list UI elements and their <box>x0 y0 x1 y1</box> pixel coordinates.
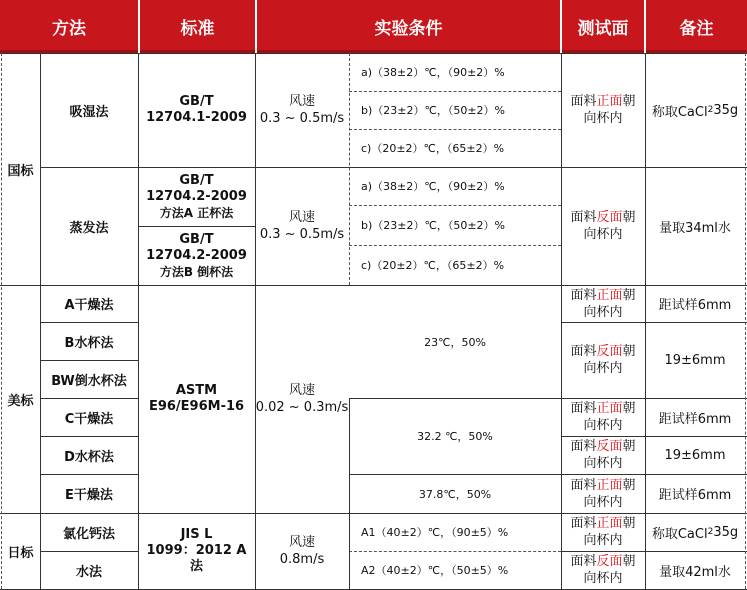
remark-subscript: 2 <box>707 527 714 537</box>
wind-value: 0.3 ~ 0.5m/s <box>259 227 345 242</box>
face-suffix: 朝 <box>622 401 636 416</box>
method-us-e: E干燥法 <box>65 488 113 503</box>
wind-speed-gb-moisture <box>255 53 349 167</box>
remark-gb-evap: 量取34ml水 <box>659 220 731 236</box>
test-face-line: 向杯内 <box>583 494 623 510</box>
remark-text: 称取CaCl <box>651 526 708 542</box>
standard-gb-evap-b <box>138 226 255 285</box>
standard-gb-moisture <box>138 53 255 167</box>
test-face-line <box>570 400 635 417</box>
test-face-line <box>570 343 635 360</box>
test-face-line: 向杯内 <box>583 111 623 126</box>
test-face-line: 向杯内 <box>583 571 623 586</box>
wind-value: 0.3 ~ 0.5m/s <box>259 111 345 126</box>
standard-line: GB/T <box>179 94 214 109</box>
test-face-front <box>561 474 645 513</box>
standard-line: E96/E96M-16 <box>148 399 245 414</box>
wind-value: 0.8m/s <box>279 552 325 567</box>
remark-text: 35g <box>713 102 739 118</box>
method-us-a: A干燥法 <box>64 298 114 313</box>
test-face-line <box>570 553 635 570</box>
condition-b: b)（23±2）℃，（50±2）% <box>361 104 506 117</box>
remark-text: 称取CaCl <box>651 104 708 120</box>
standard-line: 方法A 正杯法 <box>159 205 234 220</box>
wind-speed-jp <box>255 513 349 589</box>
condition-b: b)（23±2）℃，（50±2）% <box>361 219 506 232</box>
standard-line: 法 <box>189 559 203 574</box>
standard-line: 1099：2012 A <box>146 543 247 558</box>
wind-label: 风速 <box>288 210 315 225</box>
test-face-line: 向杯内 <box>583 227 623 242</box>
face-prefix: 面料 <box>570 287 597 303</box>
method-us-bw: BW倒水杯法 <box>51 373 127 389</box>
test-face-line: 向杯内 <box>583 361 623 376</box>
condition-jp-a1: A1（40±2）℃，（90±5）% <box>361 526 509 539</box>
test-face-line <box>570 438 635 455</box>
method-evaporation: 蒸发法 <box>69 220 109 236</box>
remark-us-5: 距试样6mm <box>658 488 732 503</box>
condition-a: a)（38±2）℃，（90±2）% <box>361 180 505 193</box>
face-front-highlight: 正面 <box>596 287 623 303</box>
header-method: 方法 <box>0 0 138 53</box>
face-prefix: 面料 <box>570 344 597 359</box>
test-face-line <box>570 93 635 110</box>
remark-us-1: 距试样6mm <box>658 298 732 313</box>
standard-line: 12704.2-2009 <box>146 188 247 204</box>
test-face-line: 向杯内 <box>583 418 623 433</box>
standard-line: 12704.2-2009 <box>146 247 247 263</box>
standard-line: ASTM <box>175 383 218 398</box>
face-front-highlight: 正面 <box>596 516 623 531</box>
method-us-b: B水杯法 <box>64 335 114 351</box>
test-face-line <box>570 209 635 226</box>
method-jp-water: 水法 <box>75 564 102 580</box>
remark-subscript: 2 <box>707 105 714 115</box>
face-suffix: 朝 <box>622 554 636 569</box>
test-face-line: 向杯内 <box>583 533 623 548</box>
region-gb: 国标 <box>7 163 34 179</box>
face-prefix: 面料 <box>570 554 597 569</box>
test-face-front <box>561 285 645 322</box>
test-face-back <box>561 167 645 285</box>
face-prefix: 面料 <box>570 94 597 109</box>
remark-jp-water: 量取42ml水 <box>659 564 731 580</box>
face-suffix: 朝 <box>622 210 636 225</box>
face-suffix: 朝 <box>622 516 636 531</box>
test-face-line: 向杯内 <box>583 456 623 471</box>
standard-line: JIS L <box>180 527 213 542</box>
face-suffix: 朝 <box>622 477 636 493</box>
face-suffix: 朝 <box>622 94 636 109</box>
method-moisture: 吸湿法 <box>69 104 109 120</box>
face-prefix: 面料 <box>570 210 597 225</box>
condition-c: c)（20±2）℃，（65±2）% <box>361 259 505 272</box>
wind-speed-us <box>255 285 349 513</box>
face-suffix: 朝 <box>622 344 636 359</box>
test-face-front <box>561 398 645 436</box>
remark-us-3: 距试样6mm <box>658 411 732 427</box>
test-face-line: 向杯内 <box>583 304 623 320</box>
remark-gb-moisture <box>645 53 745 167</box>
standard-line: 方法B 倒杯法 <box>159 264 234 279</box>
wind-label: 风速 <box>288 535 315 550</box>
test-face-line <box>570 287 635 304</box>
condition-us-2: 32.2 ℃，50% <box>417 430 493 443</box>
face-back-highlight: 反面 <box>596 210 623 225</box>
header-conditions: 实验条件 <box>257 0 560 53</box>
face-prefix: 面料 <box>570 516 597 531</box>
test-face-back <box>561 551 645 589</box>
test-face-back <box>561 436 645 474</box>
region-jp: 日标 <box>7 545 34 561</box>
remark-us-2: 19±6mm <box>664 352 726 368</box>
standard-line: GB/T <box>179 172 214 188</box>
remark-us-4: 19±6mm <box>664 447 726 463</box>
face-back-highlight: 反面 <box>596 344 623 359</box>
condition-jp-a2: A2（40±2）℃，（50±5）% <box>361 564 509 577</box>
standard-jis <box>138 513 255 589</box>
standard-gb-evap-a <box>138 167 255 226</box>
test-face-front <box>561 53 645 167</box>
face-suffix: 朝 <box>622 287 636 303</box>
method-jp-cacl: 氯化钙法 <box>62 526 115 542</box>
region-us: 美标 <box>7 393 34 409</box>
face-prefix: 面料 <box>570 477 597 493</box>
header-standard: 标准 <box>140 0 255 53</box>
test-face-front <box>561 513 645 551</box>
face-prefix: 面料 <box>570 401 597 416</box>
method-us-d: D水杯法 <box>64 449 114 465</box>
standard-line: 12704.1-2009 <box>146 110 247 125</box>
wind-speed-gb-evap <box>255 167 349 285</box>
face-front-highlight: 正面 <box>596 477 623 493</box>
face-back-highlight: 反面 <box>596 439 623 454</box>
remark-jp-cacl <box>645 513 745 551</box>
remark-text: 35g <box>713 524 739 540</box>
condition-us-3: 37.8℃，50% <box>418 487 492 501</box>
wind-label: 风速 <box>288 94 315 109</box>
face-back-highlight: 反面 <box>596 554 623 569</box>
condition-a: a)（38±2）℃，（90±2）% <box>361 66 505 79</box>
standard-astm <box>138 285 255 513</box>
method-us-c: C干燥法 <box>64 411 114 427</box>
rule <box>745 53 746 589</box>
face-prefix: 面料 <box>570 439 597 454</box>
header-remarks: 备注 <box>646 0 747 53</box>
wind-label: 风速 <box>288 383 315 398</box>
face-front-highlight: 正面 <box>596 94 623 109</box>
face-suffix: 朝 <box>622 439 636 454</box>
header-test-face: 测试面 <box>562 0 644 53</box>
test-face-line <box>570 515 635 532</box>
test-face-back <box>561 322 645 398</box>
condition-c: c)（20±2）℃，（65±2）% <box>361 142 505 155</box>
test-face-line <box>570 477 635 494</box>
face-front-highlight: 正面 <box>596 401 623 416</box>
wind-value: 0.02 ~ 0.3m/s <box>255 400 349 415</box>
condition-us-1: 23℃，50% <box>424 335 486 349</box>
standard-line: GB/T <box>179 231 214 247</box>
